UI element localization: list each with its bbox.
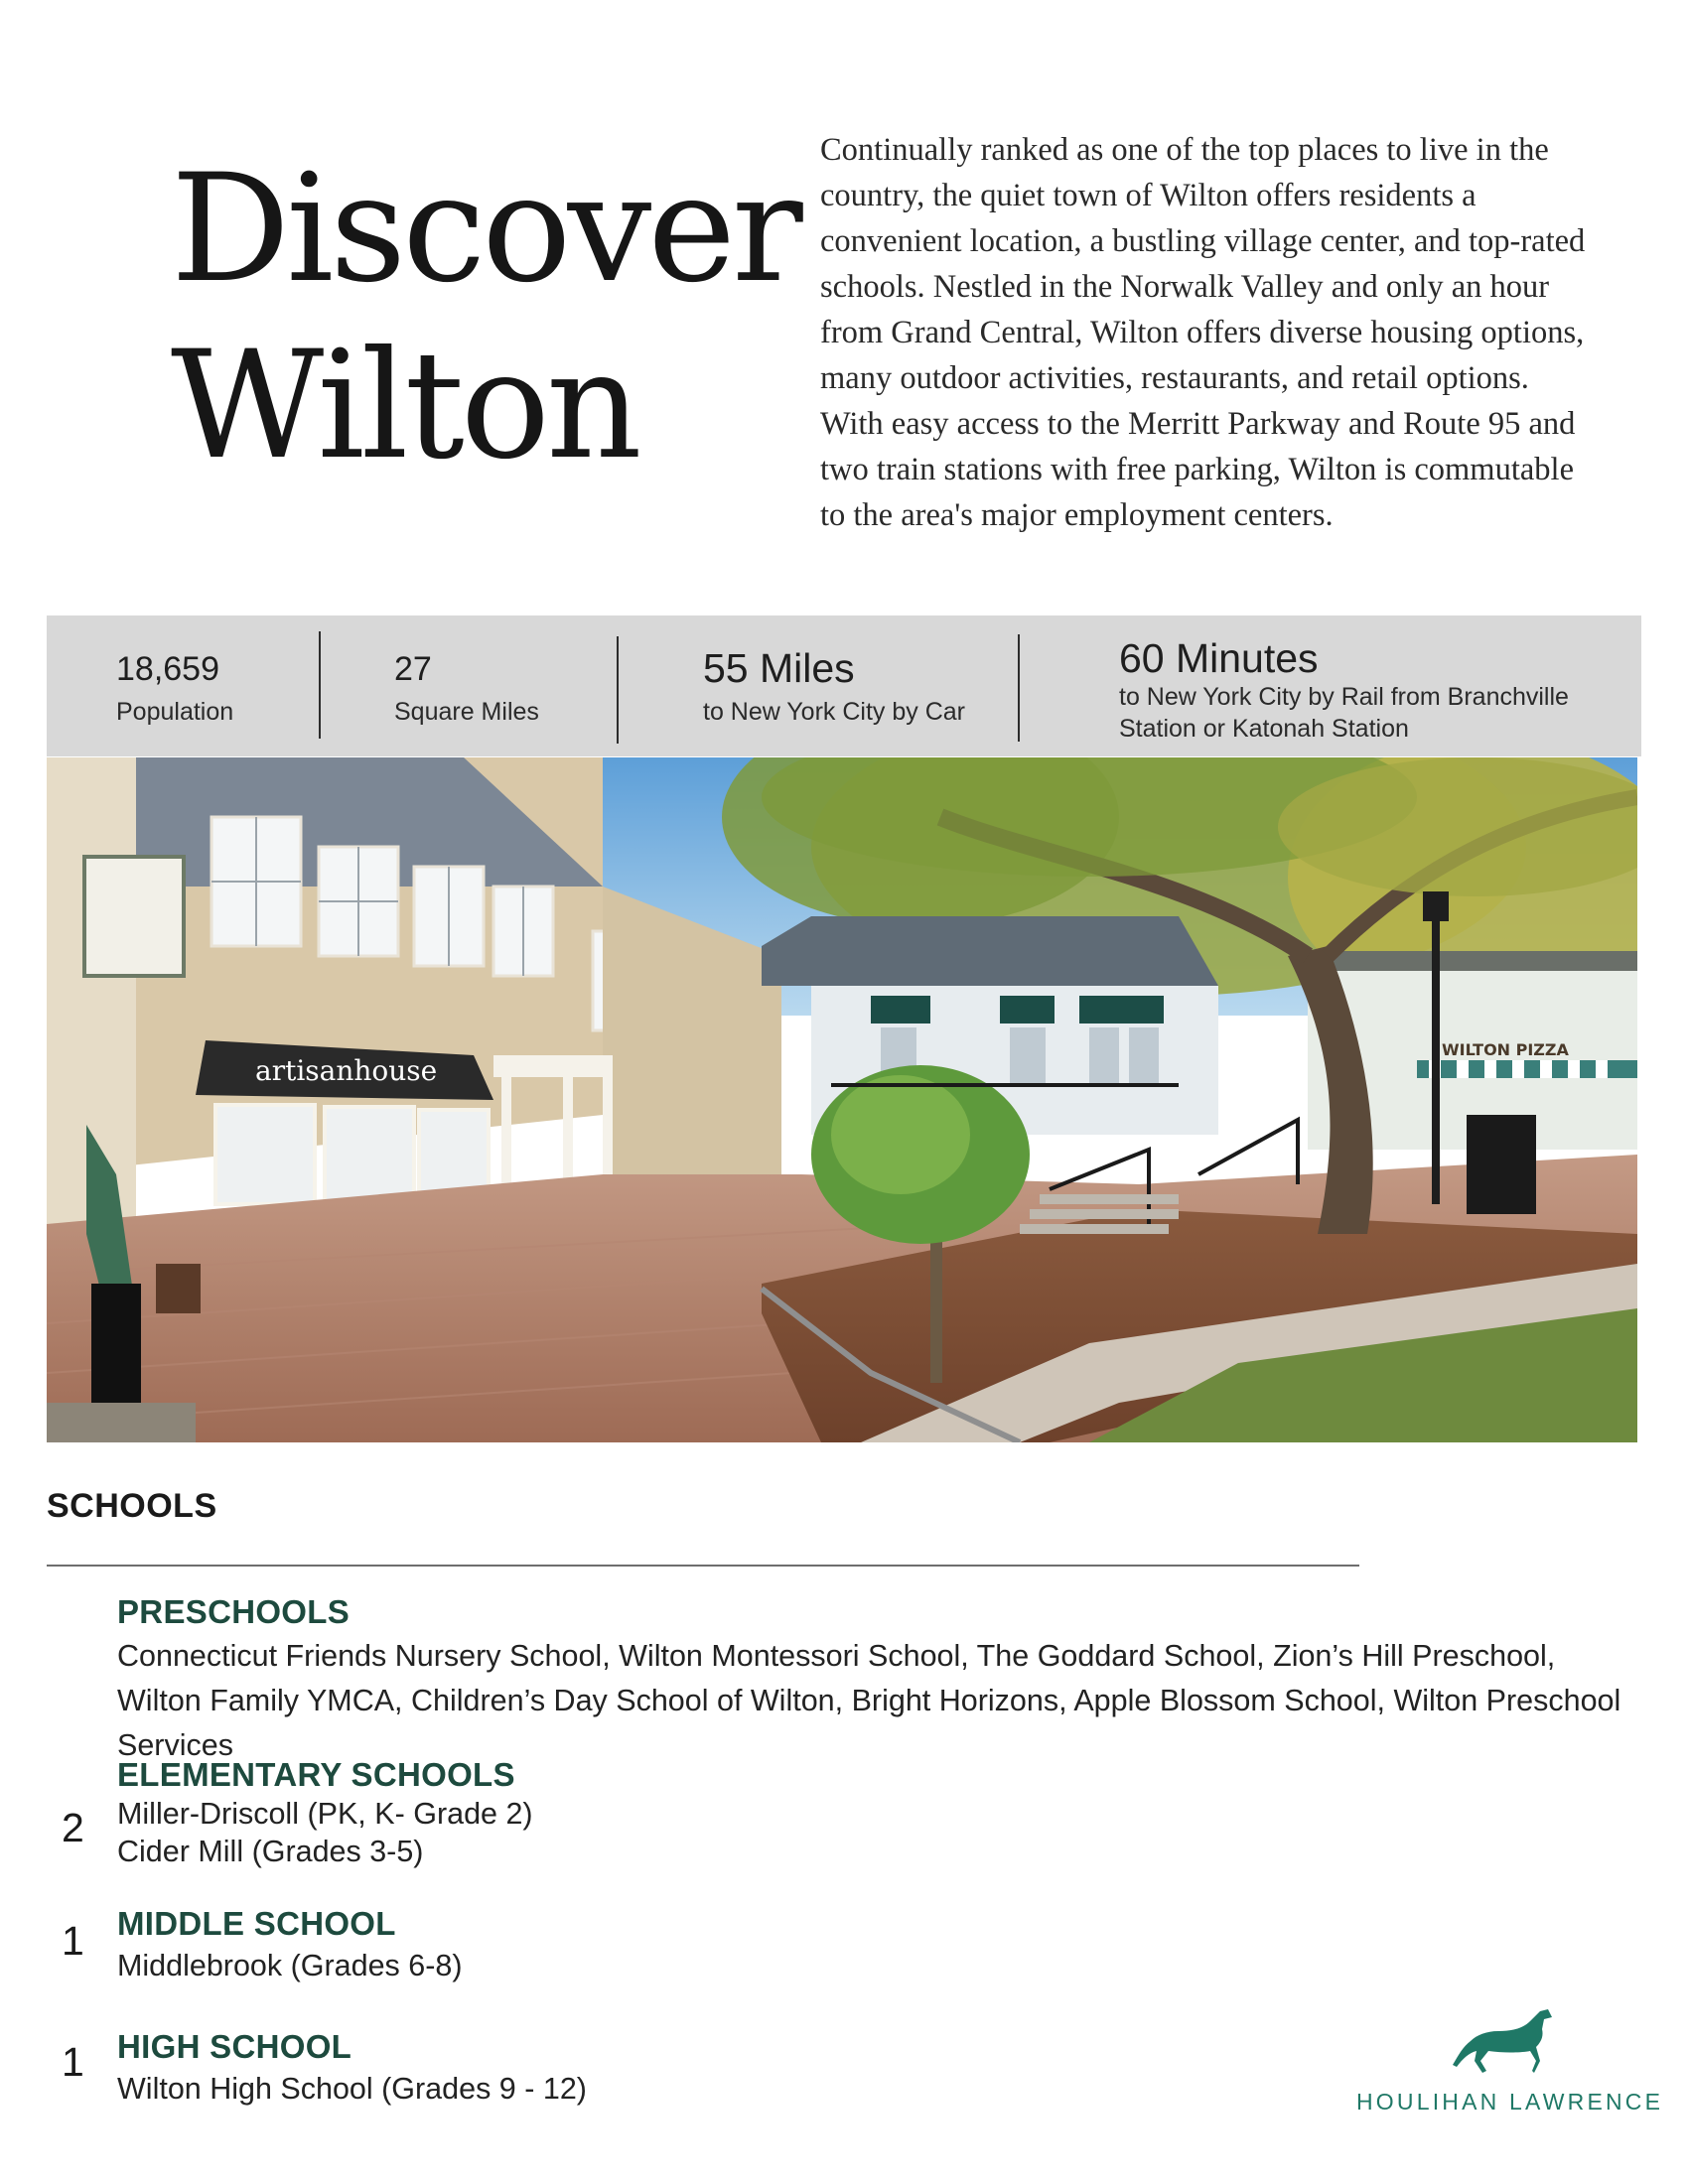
stat-label: Square Miles — [394, 698, 539, 726]
stat-label: to New York City by Car — [703, 698, 965, 726]
school-group-heading: PRESCHOOLS — [117, 1593, 351, 1630]
artisan-sign: artisanhouse — [255, 1054, 438, 1087]
school-group-heading: MIDDLE SCHOOL — [117, 1905, 396, 1942]
schools-heading: SCHOOLS — [47, 1487, 217, 1525]
stat-value: 60 Minutes — [1119, 635, 1319, 681]
stat-value: 18,659 — [116, 650, 219, 688]
school-count: 2 — [62, 1805, 84, 1850]
stat-divider — [617, 636, 619, 744]
school-group-heading: ELEMENTARY SCHOOLS — [117, 1756, 515, 1793]
stat-label: to New York City by Rail from Branchville Station or Katonah Station — [1119, 683, 1569, 743]
stat-value: 55 Miles — [703, 645, 855, 691]
school-group-heading: HIGH SCHOOL — [117, 2028, 352, 2065]
school-group-elementary — [117, 1755, 533, 1870]
school-group-text: Connecticut Friends Nursery School, Wilton Montessori School, The Goddard School, Zion’s Hill Preschool, Wilton Family YMCA, Children’s Day School of Wilton, Bright Horizons, Apple Blossom School, Wilton Preschool Services — [117, 1639, 1621, 1762]
school-list-item: Cider Mill (Grades 3-5) — [117, 1835, 424, 1868]
intro-paragraph: Continually ranked as one of the top places to live in the country, the quiet town of Wilton offers residents a convenient location, a bustling village center, and top-rated schools. Nestled in the Norwalk Valley and only an hour from Grand Central, Wilton offers diverse housing options, many outdoor activities, restaurants, and retail options. With easy access to the Merritt Parkway and Route 95 and two train stations with free parking, Wilton is commutable to the area's major employment centers. — [820, 132, 1586, 533]
horse-icon — [1441, 2007, 1560, 2077]
stat-value: 27 — [394, 650, 432, 688]
title-line-2: Wilton — [171, 320, 638, 492]
village-center-photo — [47, 757, 1637, 1442]
section-divider — [47, 1565, 1359, 1567]
school-list-item: Wilton High School (Grades 9 - 12) — [117, 2072, 587, 2106]
school-count: 1 — [62, 1918, 84, 1964]
school-group-high — [117, 2027, 587, 2112]
stats-bar — [47, 615, 1641, 756]
page-title — [171, 141, 806, 494]
title-line-1: Discover — [171, 143, 799, 316]
pizza-sign: WILTON PIZZA — [1442, 1040, 1569, 1059]
school-count: 1 — [62, 2039, 84, 2085]
school-list-item: Miller-Driscoll (PK, K- Grade 2) — [117, 1797, 533, 1831]
stat-label: Population — [116, 698, 234, 726]
stat-divider — [1018, 634, 1020, 742]
brand-logo — [1356, 1995, 1664, 2124]
school-group-preschools — [117, 1592, 1636, 1768]
stat-divider — [319, 631, 321, 739]
school-list-item: Middlebrook (Grades 6-8) — [117, 1949, 463, 1982]
school-group-middle — [117, 1904, 463, 1988]
brand-name: HOULIHAN LAWRENCE — [1356, 2089, 1664, 2115]
